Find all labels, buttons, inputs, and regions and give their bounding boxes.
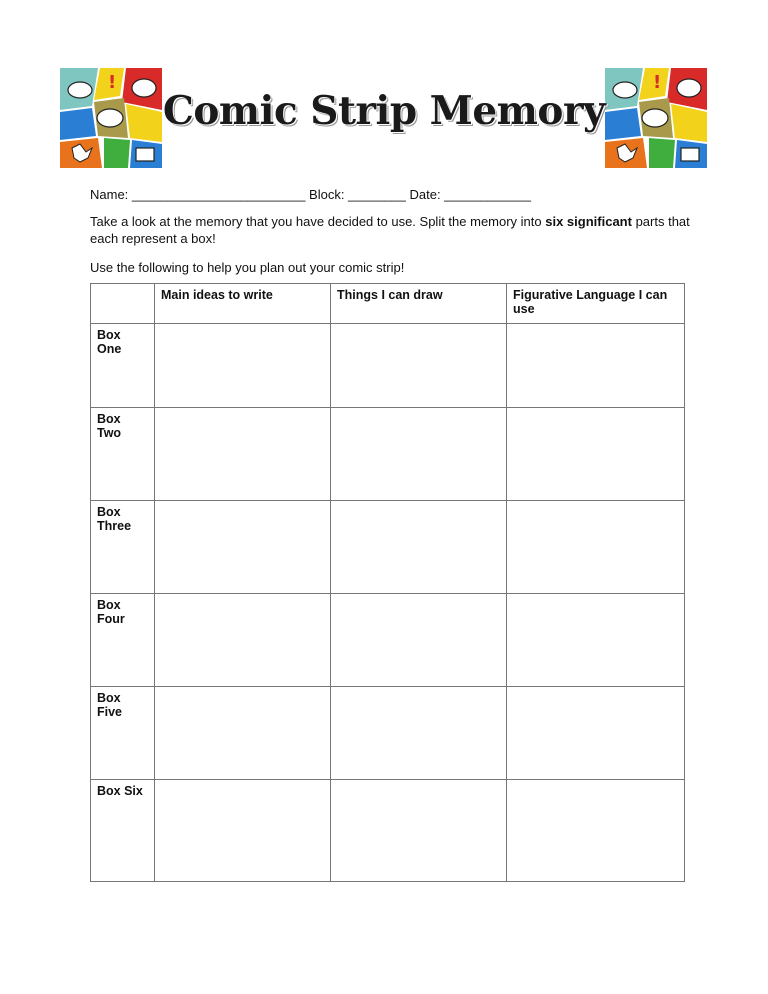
row-label-box-six: Box Six bbox=[91, 780, 155, 882]
cell-main-ideas[interactable] bbox=[155, 408, 331, 501]
row-label-box-four: Box Four bbox=[91, 594, 155, 687]
page-title: Comic Strip Memory bbox=[162, 88, 606, 134]
cell-things-to-draw[interactable] bbox=[331, 324, 507, 408]
cell-main-ideas[interactable] bbox=[155, 594, 331, 687]
cell-things-to-draw[interactable] bbox=[331, 501, 507, 594]
instructions-text-start: Take a look at the memory that you have decided to use. Split the memory into bbox=[90, 214, 546, 229]
instructions-emphasis: six significant bbox=[545, 214, 632, 229]
row-label-box-five: Box Five bbox=[91, 687, 155, 780]
column-header-main-ideas: Main ideas to write bbox=[155, 284, 331, 324]
table-row bbox=[91, 687, 685, 780]
cell-figurative-language[interactable] bbox=[507, 408, 685, 501]
cell-main-ideas[interactable] bbox=[155, 501, 331, 594]
cell-things-to-draw[interactable] bbox=[331, 687, 507, 780]
column-header-things-to-draw: Things I can draw bbox=[331, 284, 507, 324]
cell-things-to-draw[interactable] bbox=[331, 594, 507, 687]
cell-figurative-language[interactable] bbox=[507, 687, 685, 780]
table-header-corner bbox=[91, 284, 155, 324]
table-header-row bbox=[91, 284, 685, 324]
cell-figurative-language[interactable] bbox=[507, 594, 685, 687]
row-label-box-two: Box Two bbox=[91, 408, 155, 501]
table-row bbox=[91, 408, 685, 501]
table-row bbox=[91, 324, 685, 408]
cell-main-ideas[interactable] bbox=[155, 780, 331, 882]
cell-things-to-draw[interactable] bbox=[331, 408, 507, 501]
cell-figurative-language[interactable] bbox=[507, 324, 685, 408]
comic-plan-table bbox=[90, 283, 685, 882]
cell-things-to-draw[interactable] bbox=[331, 780, 507, 882]
name-block-date-line: Name: ________________________ Block: ________ Date: ____________ bbox=[90, 187, 531, 202]
table-row bbox=[91, 780, 685, 882]
cell-main-ideas[interactable] bbox=[155, 324, 331, 408]
table-row bbox=[91, 501, 685, 594]
table-row bbox=[91, 594, 685, 687]
instructions-text-end: parts that each represent a box! bbox=[90, 214, 690, 246]
row-label-box-one: Box One bbox=[91, 324, 155, 408]
cell-figurative-language[interactable] bbox=[507, 780, 685, 882]
column-header-figurative-language: Figurative Language I can use bbox=[507, 284, 685, 324]
instructions-paragraph bbox=[90, 213, 690, 247]
cell-main-ideas[interactable] bbox=[155, 687, 331, 780]
svg-text:!: ! bbox=[653, 72, 662, 93]
row-label-box-three: Box Three bbox=[91, 501, 155, 594]
instructions-subline: Use the following to help you plan out your comic strip! bbox=[90, 260, 405, 275]
svg-text:!: ! bbox=[108, 72, 117, 93]
cell-figurative-language[interactable] bbox=[507, 501, 685, 594]
